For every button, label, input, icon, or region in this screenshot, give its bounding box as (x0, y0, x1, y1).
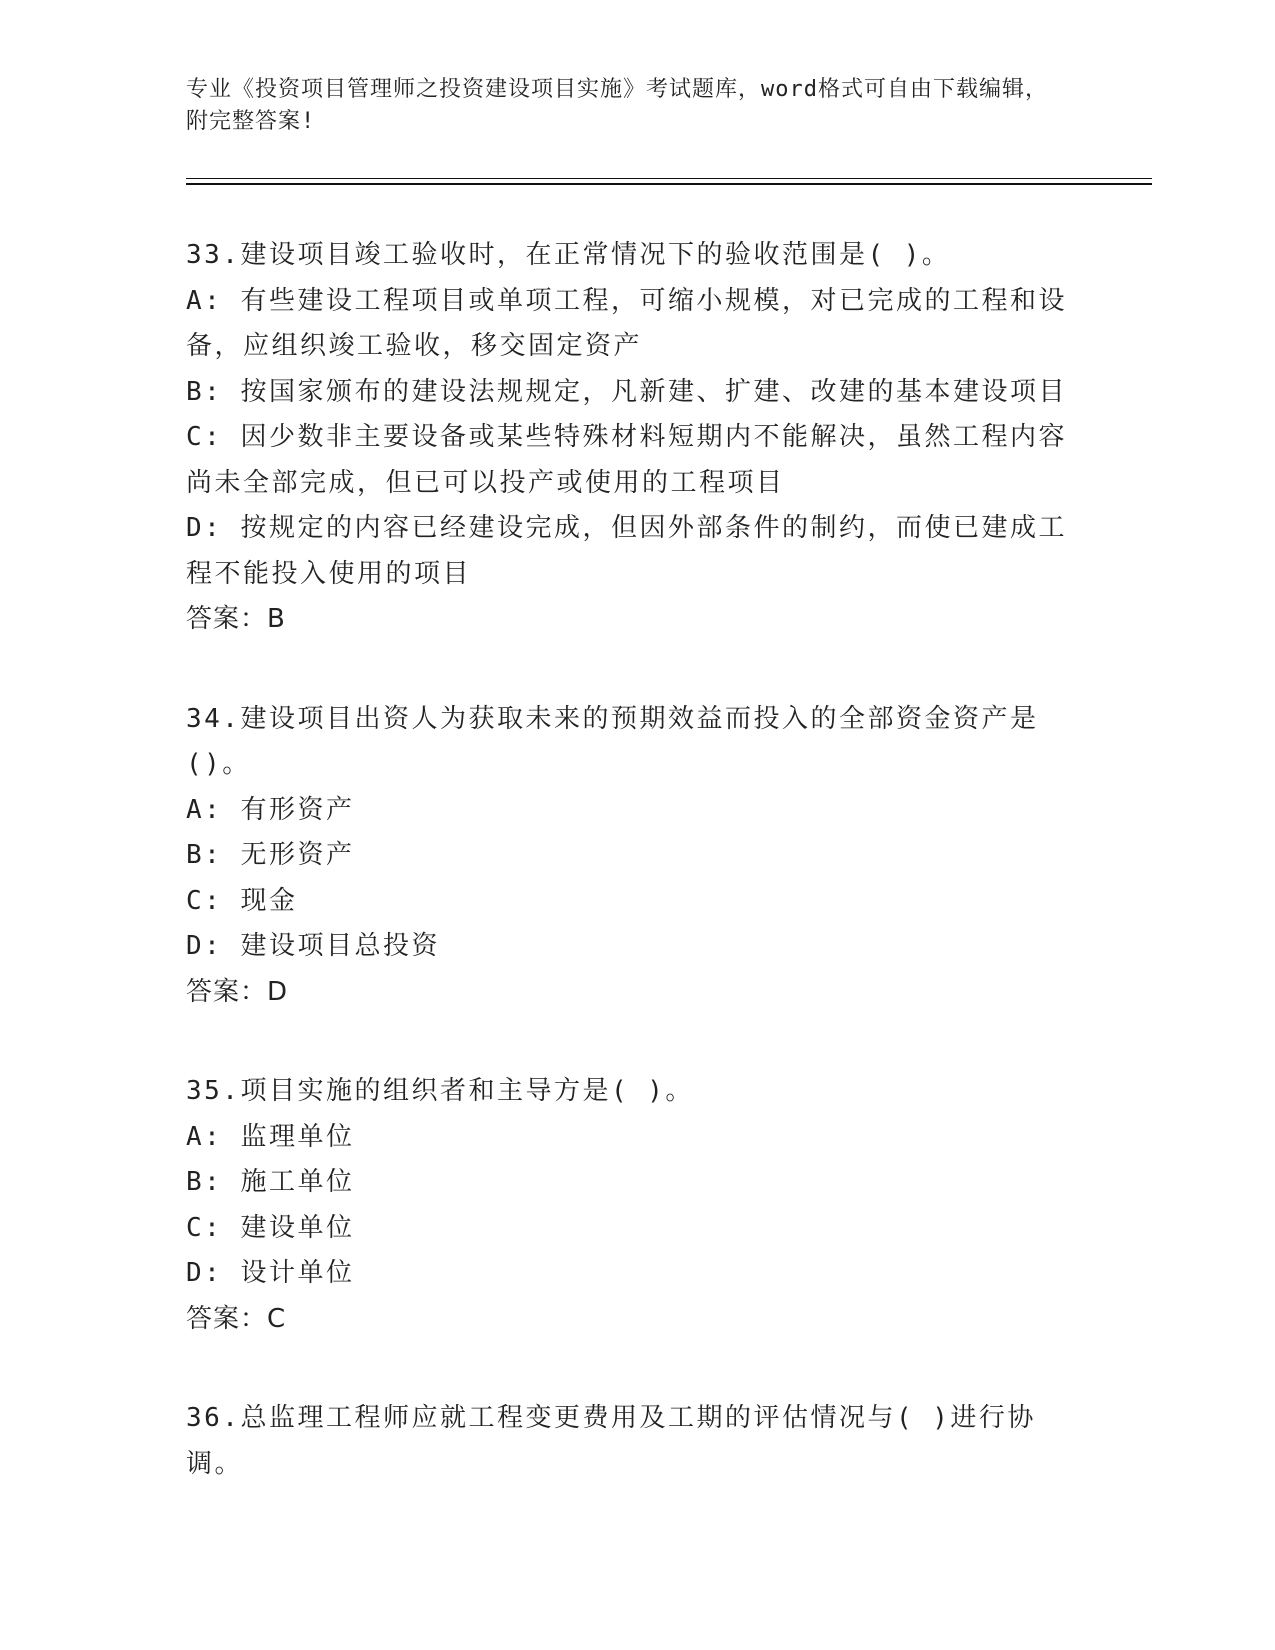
question-33 (186, 233, 1086, 643)
option-a: A: 监理单位 (186, 1121, 355, 1152)
option-b: B: 施工单位 (186, 1167, 355, 1197)
option-c: C: 因少数非主要设备或某些特殊材料短期内不能解决，虽然工程内容尚未全部完成，但已可以投产或使用的工程项目 (186, 422, 1067, 498)
question-stem: 34.建设项目出资人为获取未来的预期效益而投入的全部资金资产是()。 (186, 703, 1039, 779)
option-c: C: 建设单位 (186, 1212, 355, 1243)
header-divider-thin (186, 178, 1152, 179)
document-intro: 专业《投资项目管理师之投资建设项目实施》考试题库，word格式可自由下载编辑，附完整答案! (186, 77, 1048, 134)
question-list (186, 233, 1086, 1541)
answer-line: 答案：C (186, 1303, 287, 1334)
answer-line: 答案：B (186, 604, 286, 634)
question-35 (186, 1069, 1086, 1342)
question-stem: 35.项目实施的组织者和主导方是( )。 (186, 1076, 694, 1106)
option-b: B: 无形资产 (186, 840, 355, 870)
question-36 (186, 1396, 1086, 1487)
option-a: A: 有些建设工程项目或单项工程，可缩小规模，对已完成的工程和设备，应组织竣工验收，移交固定资产 (186, 285, 1067, 361)
question-stem: 33.建设项目竣工验收时，在正常情况下的验收范围是( )。 (186, 240, 951, 270)
question-34 (186, 697, 1086, 1016)
option-d: D: 建设项目总投资 (186, 931, 440, 961)
option-d: D: 按规定的内容已经建设完成，但因外部条件的制约，而使已建成工程不能投入使用的项目 (186, 513, 1067, 589)
option-a: A: 有形资产 (186, 794, 355, 825)
header-divider-thick (186, 183, 1152, 185)
option-c: C: 现金 (186, 885, 298, 916)
option-b: B: 按国家颁布的建设法规规定，凡新建、扩建、改建的基本建设项目 (186, 376, 1067, 407)
option-d: D: 设计单位 (186, 1258, 355, 1288)
question-stem: 36.总监理工程师应就工程变更费用及工期的评估情况与( )进行协调。 (186, 1403, 1036, 1479)
answer-line: 答案：D (186, 976, 289, 1007)
